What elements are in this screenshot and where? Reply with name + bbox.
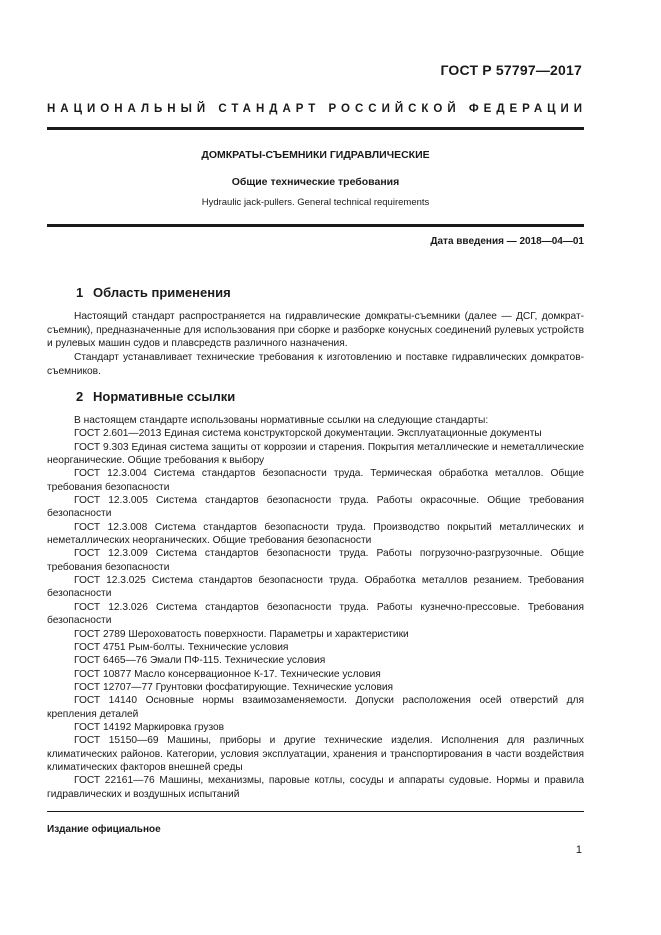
section-heading (47, 389, 584, 404)
footer-divider (47, 811, 584, 812)
national-standard-banner: НАЦИОНАЛЬНЫЙ СТАНДАРТ РОССИЙСКОЙ ФЕДЕРАЦИИ (47, 103, 588, 115)
reference-item: ГОСТ 12.3.026 Система стандартов безопасности труда. Работы кузнечно-прессовые. Требования безопасности (47, 601, 584, 627)
reference-intro: В настоящем стандарте использованы нормативные ссылки на следующие стандарты: (74, 415, 489, 426)
reference-item: ГОСТ 14140 Основные нормы взаимозаменяемости. Допуски расположения осей отверстий для крепления деталей (47, 695, 584, 720)
document-subtitle: Общие технические требования (231, 176, 400, 188)
section-number: 2 (76, 389, 84, 404)
reference-item: ГОСТ 12.3.025 Система стандартов безопасности труда. Обработка металлов резанием. Требования безопасности (47, 575, 584, 600)
reference-item: ГОСТ 14192 Маркировка грузов (74, 721, 225, 733)
reference-item: ГОСТ 6465—76 Эмали ПФ-115. Технические условия (74, 655, 326, 667)
reference-item: ГОСТ 12.3.008 Система стандартов безопасности труда. Производство покрытий металлических и неметаллических неорганических. Общие требования безопасности (47, 521, 584, 547)
reference-item: ГОСТ 12.3.009 Система стандартов безопасности труда. Работы погрузочно-разгрузочные. Общие требования безопасности (47, 548, 584, 573)
official-edition-label: Издание официальное (47, 824, 161, 835)
reference-item: ГОСТ 12.3.005 Система стандартов безопасности труда. Работы окрасочные. Общие требования безопасности (47, 495, 584, 520)
section-scope (47, 285, 584, 379)
paragraph: Настоящий стандарт распространяется на гидравлические домкраты-съемники (далее — ДСГ, домкрат-съемник), предназначенные для использования при сборке и разборке конусных соединений рулевых устройств и рулевых машин судов и плавсредств различного назначения. (47, 311, 584, 350)
reference-item: ГОСТ 15150—69 Машины, приборы и другие технические изделия. Исполнения для различных климатических районов. Категории, условия эксплуатации, хранения и транспортирования в части воздействия климатических факторов внешней среды (47, 735, 584, 773)
document-title: ДОМКРАТЫ-СЪЕМНИКИ ГИДРАВЛИЧЕСКИЕ (201, 149, 430, 161)
reference-item: ГОСТ 10877 Масло консервационное К-17. Технические условия (74, 668, 381, 680)
reference-item: ГОСТ 12707—77 Грунтовки фосфатирующие. Технические условия (74, 681, 394, 693)
section-title: Нормативные ссылки (93, 389, 236, 404)
page-number: 1 (575, 844, 582, 856)
section-heading (47, 285, 584, 300)
paragraph: Стандарт устанавливает технические требования к изготовлению и поставке гидравлических домкратов-съемников. (47, 352, 584, 377)
title-divider (47, 224, 584, 227)
reference-item: ГОСТ 2.601—2013 Единая система конструкторской документации. Эксплуатационные документы (74, 428, 542, 440)
document-title-english: Hydraulic jack-pullers. General technical requirements (201, 197, 430, 208)
reference-item: ГОСТ 22161—76 Машины, механизмы, паровые котлы, сосуды и аппараты судовые. Нормы и правила гидравлических и воздушных испытаний (47, 775, 584, 800)
header-divider (47, 127, 584, 130)
section-title: Область применения (93, 285, 231, 300)
document-number: ГОСТ Р 57797—2017 (440, 62, 582, 78)
introduction-date: Дата введения — 2018—04—01 (430, 236, 584, 247)
section-number: 1 (76, 285, 84, 300)
reference-item: ГОСТ 12.3.004 Система стандартов безопасности труда. Термическая обработка металлов. Общие требования безопасности (47, 468, 584, 493)
reference-item: ГОСТ 4751 Рым-болты. Технические условия (74, 641, 289, 653)
reference-item: ГОСТ 9.303 Единая система защиты от коррозии и старения. Покрытия металлические и неметаллические неорганические. Общие требования к выбору (47, 441, 584, 467)
reference-item: ГОСТ 2789 Шероховатость поверхности. Параметры и характеристики (74, 628, 409, 640)
section-normative-references (47, 389, 584, 801)
